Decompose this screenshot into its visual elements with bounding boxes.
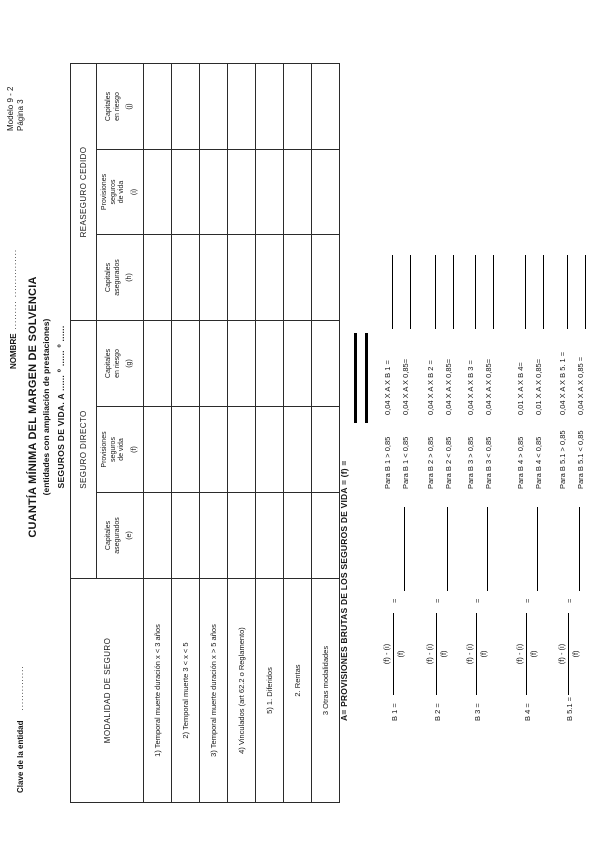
fraction-denominator: (f): [479, 650, 488, 658]
column-code: (e): [126, 531, 134, 540]
table-cell: [200, 63, 228, 149]
column-header-text: Provisiones: [101, 431, 108, 468]
fraction-denominator: (f): [396, 650, 405, 658]
expression-gt: 0,04 X A X B 2 =: [426, 360, 435, 415]
answer-blank: [578, 507, 580, 591]
condition-lt: Para B 4 < 0,85: [534, 436, 543, 489]
model-page-block: [6, 87, 26, 131]
condition-lt: Para B 3 < 0,85: [484, 436, 493, 489]
fraction-denominator: (f): [571, 650, 580, 658]
column-code: (f): [130, 446, 138, 453]
formula-block-b5-1: [556, 107, 592, 727]
table-cell: [228, 63, 256, 149]
fraction: [424, 613, 449, 695]
expression-lt: 0,04 X A X 0,85=: [444, 358, 453, 415]
table-row: [256, 63, 284, 802]
expression-gt: 0,04 X A X B 3 =: [466, 360, 475, 415]
column-header-text: Capitales: [105, 520, 113, 551]
formula-name: B 4 =: [523, 703, 532, 721]
fraction: [514, 613, 539, 695]
answer-blank: [391, 255, 393, 329]
answer-blank: [452, 255, 454, 329]
table-cell: [312, 321, 340, 407]
model-number: Modelo 9 - 2: [6, 86, 15, 131]
table-cell: [312, 63, 340, 149]
entity-code-blank: ..............: [16, 665, 25, 711]
table-cell: [172, 235, 200, 321]
equals-sign: =: [565, 598, 574, 603]
condition-gt: Para B 1 > 0,85: [383, 436, 392, 489]
fraction-denominator: (f): [439, 650, 448, 658]
condition-gt: Para B 3 > 0,85: [466, 436, 475, 489]
expression-gt: 0,04 X A X B 1 =: [383, 360, 392, 415]
answer-blank: [542, 255, 544, 329]
condition-lt: Para B 1 < 0,85: [401, 436, 410, 489]
page-subtitle: (entidades con ampliación de prestaciones): [41, 318, 51, 496]
answer-blank: [474, 255, 476, 329]
fraction-numerator: (f) - (i): [424, 613, 437, 695]
table-cell: [200, 407, 228, 493]
column-code: (j): [126, 103, 134, 110]
table-cell: [200, 235, 228, 321]
column-header-text: de vida: [118, 180, 125, 204]
column-header-modalidad: MODALIDAD DE SEGURO: [71, 579, 144, 803]
formula-block-b3: [464, 107, 500, 727]
table-cell: [256, 63, 284, 149]
provisions-total-line: A= PROVISIONES BRUTAS DE LOS SEGUROS DE VIDA = (f) =: [339, 460, 349, 721]
column-code: (g): [126, 359, 134, 368]
answer-blank: [434, 255, 436, 329]
table-row: [312, 63, 340, 802]
formula-name: B 5.1 =: [565, 697, 574, 721]
name-label: NOMBRE: [9, 333, 18, 369]
formula-block-b2: [424, 107, 460, 727]
column-header-j: [97, 63, 144, 149]
formula-name: B 1 =: [390, 703, 399, 721]
table-row: [228, 63, 256, 802]
column-header-text: Provisiones: [101, 173, 108, 211]
row-label: 2. Rentas: [284, 579, 312, 803]
column-header-text: seguros: [109, 437, 117, 462]
column-code: (h): [126, 273, 134, 282]
column-header-g: [97, 321, 144, 407]
table-cell: [144, 235, 172, 321]
table-cell: [228, 235, 256, 321]
table-cell: [144, 321, 172, 407]
formula-block-b1: [381, 107, 417, 727]
table-cell: [200, 150, 228, 235]
fraction-numerator: (f) - (i): [464, 613, 477, 695]
table-cell: [172, 407, 200, 493]
column-header-text: en riesgo: [113, 349, 121, 378]
table-cell: [144, 63, 172, 149]
table-cell: [172, 321, 200, 407]
table-cell: [172, 63, 200, 149]
table-cell: [284, 493, 312, 579]
provisions-total-rule: [354, 333, 368, 423]
table-cell: [284, 235, 312, 321]
fraction: [464, 613, 489, 695]
answer-blank: [524, 255, 526, 329]
group-header-seguro-directo: SEGURO DIRECTO: [71, 321, 97, 579]
expression-gt: 0,04 X A X B 5. 1 =: [558, 351, 567, 415]
equals-sign: =: [390, 598, 399, 603]
answer-blank: [492, 255, 494, 329]
column-header-f: [97, 407, 144, 493]
table-row: [144, 63, 172, 802]
name-line: [9, 249, 18, 369]
column-header-text: Capitales: [105, 91, 113, 122]
condition-gt: Para B 5.1 > 0,85: [558, 430, 567, 489]
condition-gt: Para B 4 > 0,85: [516, 436, 525, 489]
page-number: Página 3: [16, 99, 25, 131]
row-label: 1) Temporal muerte duración x < 3 años: [144, 579, 172, 803]
row-label: 2) Temporal muerte 3 < x < 5: [172, 579, 200, 803]
table-cell: [312, 235, 340, 321]
table-row: [200, 63, 228, 802]
table-cell: [228, 407, 256, 493]
table-row: [172, 63, 200, 802]
formula-block-b4: [514, 107, 550, 727]
table-cell: [144, 493, 172, 579]
equals-sign: =: [523, 598, 532, 603]
row-label: 4) Vinculados (art 62.2 o Reglamento): [228, 579, 256, 803]
answer-blank: [536, 507, 538, 591]
condition-gt: Para B 2 > 0,85: [426, 436, 435, 489]
row-label: 3) Temporal muerte duración x > 5 años: [200, 579, 228, 803]
solvency-table: [70, 63, 340, 803]
table-cell: [312, 150, 340, 235]
answer-blank: [566, 255, 568, 329]
table-cell: [312, 407, 340, 493]
expression-lt: 0,04 X A X 0,85=: [484, 358, 493, 415]
column-header-text: asegurados: [113, 517, 121, 554]
fraction-numerator: (f) - (i): [381, 613, 394, 695]
page-title: CUANTÍA MÍNIMA DEL MARGEN DE SOLVENCIA: [27, 276, 39, 538]
row-label: 5) 1. Diferidos: [256, 579, 284, 803]
table-cell: [256, 235, 284, 321]
answer-blank: [446, 507, 448, 591]
row-label: 3 Otras modalidades: [312, 579, 340, 803]
expression-gt: 0,01 X A X B 4=: [516, 362, 525, 415]
table-cell: [200, 493, 228, 579]
column-header-text: de vida: [118, 438, 125, 461]
fraction-numerator: (f) - (i): [556, 613, 569, 695]
fraction: [556, 613, 581, 695]
column-header-e: [97, 493, 144, 579]
table-cell: [256, 150, 284, 235]
equals-sign: =: [473, 598, 482, 603]
table-cell: [228, 493, 256, 579]
table-cell: [200, 321, 228, 407]
answer-blank: [403, 507, 405, 591]
table-cell: [256, 407, 284, 493]
column-header-text: Capitales: [105, 348, 113, 379]
table-cell: [228, 150, 256, 235]
table-cell: [284, 407, 312, 493]
name-blank: ......... ...............: [9, 248, 18, 330]
table-cell: [284, 150, 312, 235]
column-header-text: seguros: [109, 179, 117, 205]
expression-lt: 0,01 X A X 0,85=: [534, 358, 543, 415]
table-row: [284, 63, 312, 802]
table-cell: [144, 407, 172, 493]
answer-blank: [409, 255, 411, 329]
expression-lt: 0,04 X A X 0,85 =: [576, 356, 585, 415]
fraction: [381, 613, 406, 695]
column-header-text: asegurados: [113, 259, 121, 296]
group-header-reaseguro-cedido: REASEGURO CEDIDO: [71, 63, 97, 320]
formula-name: B 2 =: [433, 703, 442, 721]
equals-sign: =: [433, 598, 442, 603]
table-cell: [172, 150, 200, 235]
answer-blank: [486, 507, 488, 591]
table-cell: [172, 493, 200, 579]
condition-lt: Para B 5.1 < 0,85: [576, 430, 585, 489]
section-heading: SEGUROS DE VIDA. A ...... º ...... º ......: [56, 325, 66, 489]
column-header-text: en riesgo: [113, 92, 121, 121]
column-header-i: [97, 150, 144, 235]
condition-lt: Para B 2 < 0,85: [444, 436, 453, 489]
table-cell: [228, 321, 256, 407]
entity-code-line: [16, 665, 25, 793]
formula-name: B 3 =: [473, 703, 482, 721]
fraction-numerator: (f) - (i): [514, 613, 527, 695]
table-cell: [284, 321, 312, 407]
expression-lt: 0,04 X A X 0,85=: [401, 358, 410, 415]
table-cell: [256, 493, 284, 579]
column-header-text: Capitales: [105, 262, 113, 293]
column-code: (i): [130, 188, 138, 196]
fraction-denominator: (f): [529, 650, 538, 658]
column-header-h: [97, 235, 144, 321]
table-cell: [256, 321, 284, 407]
table-cell: [144, 150, 172, 235]
answer-blank: [584, 255, 586, 329]
table-cell: [312, 493, 340, 579]
table-cell: [284, 63, 312, 149]
entity-code-label: Clave de la entidad: [16, 720, 25, 793]
